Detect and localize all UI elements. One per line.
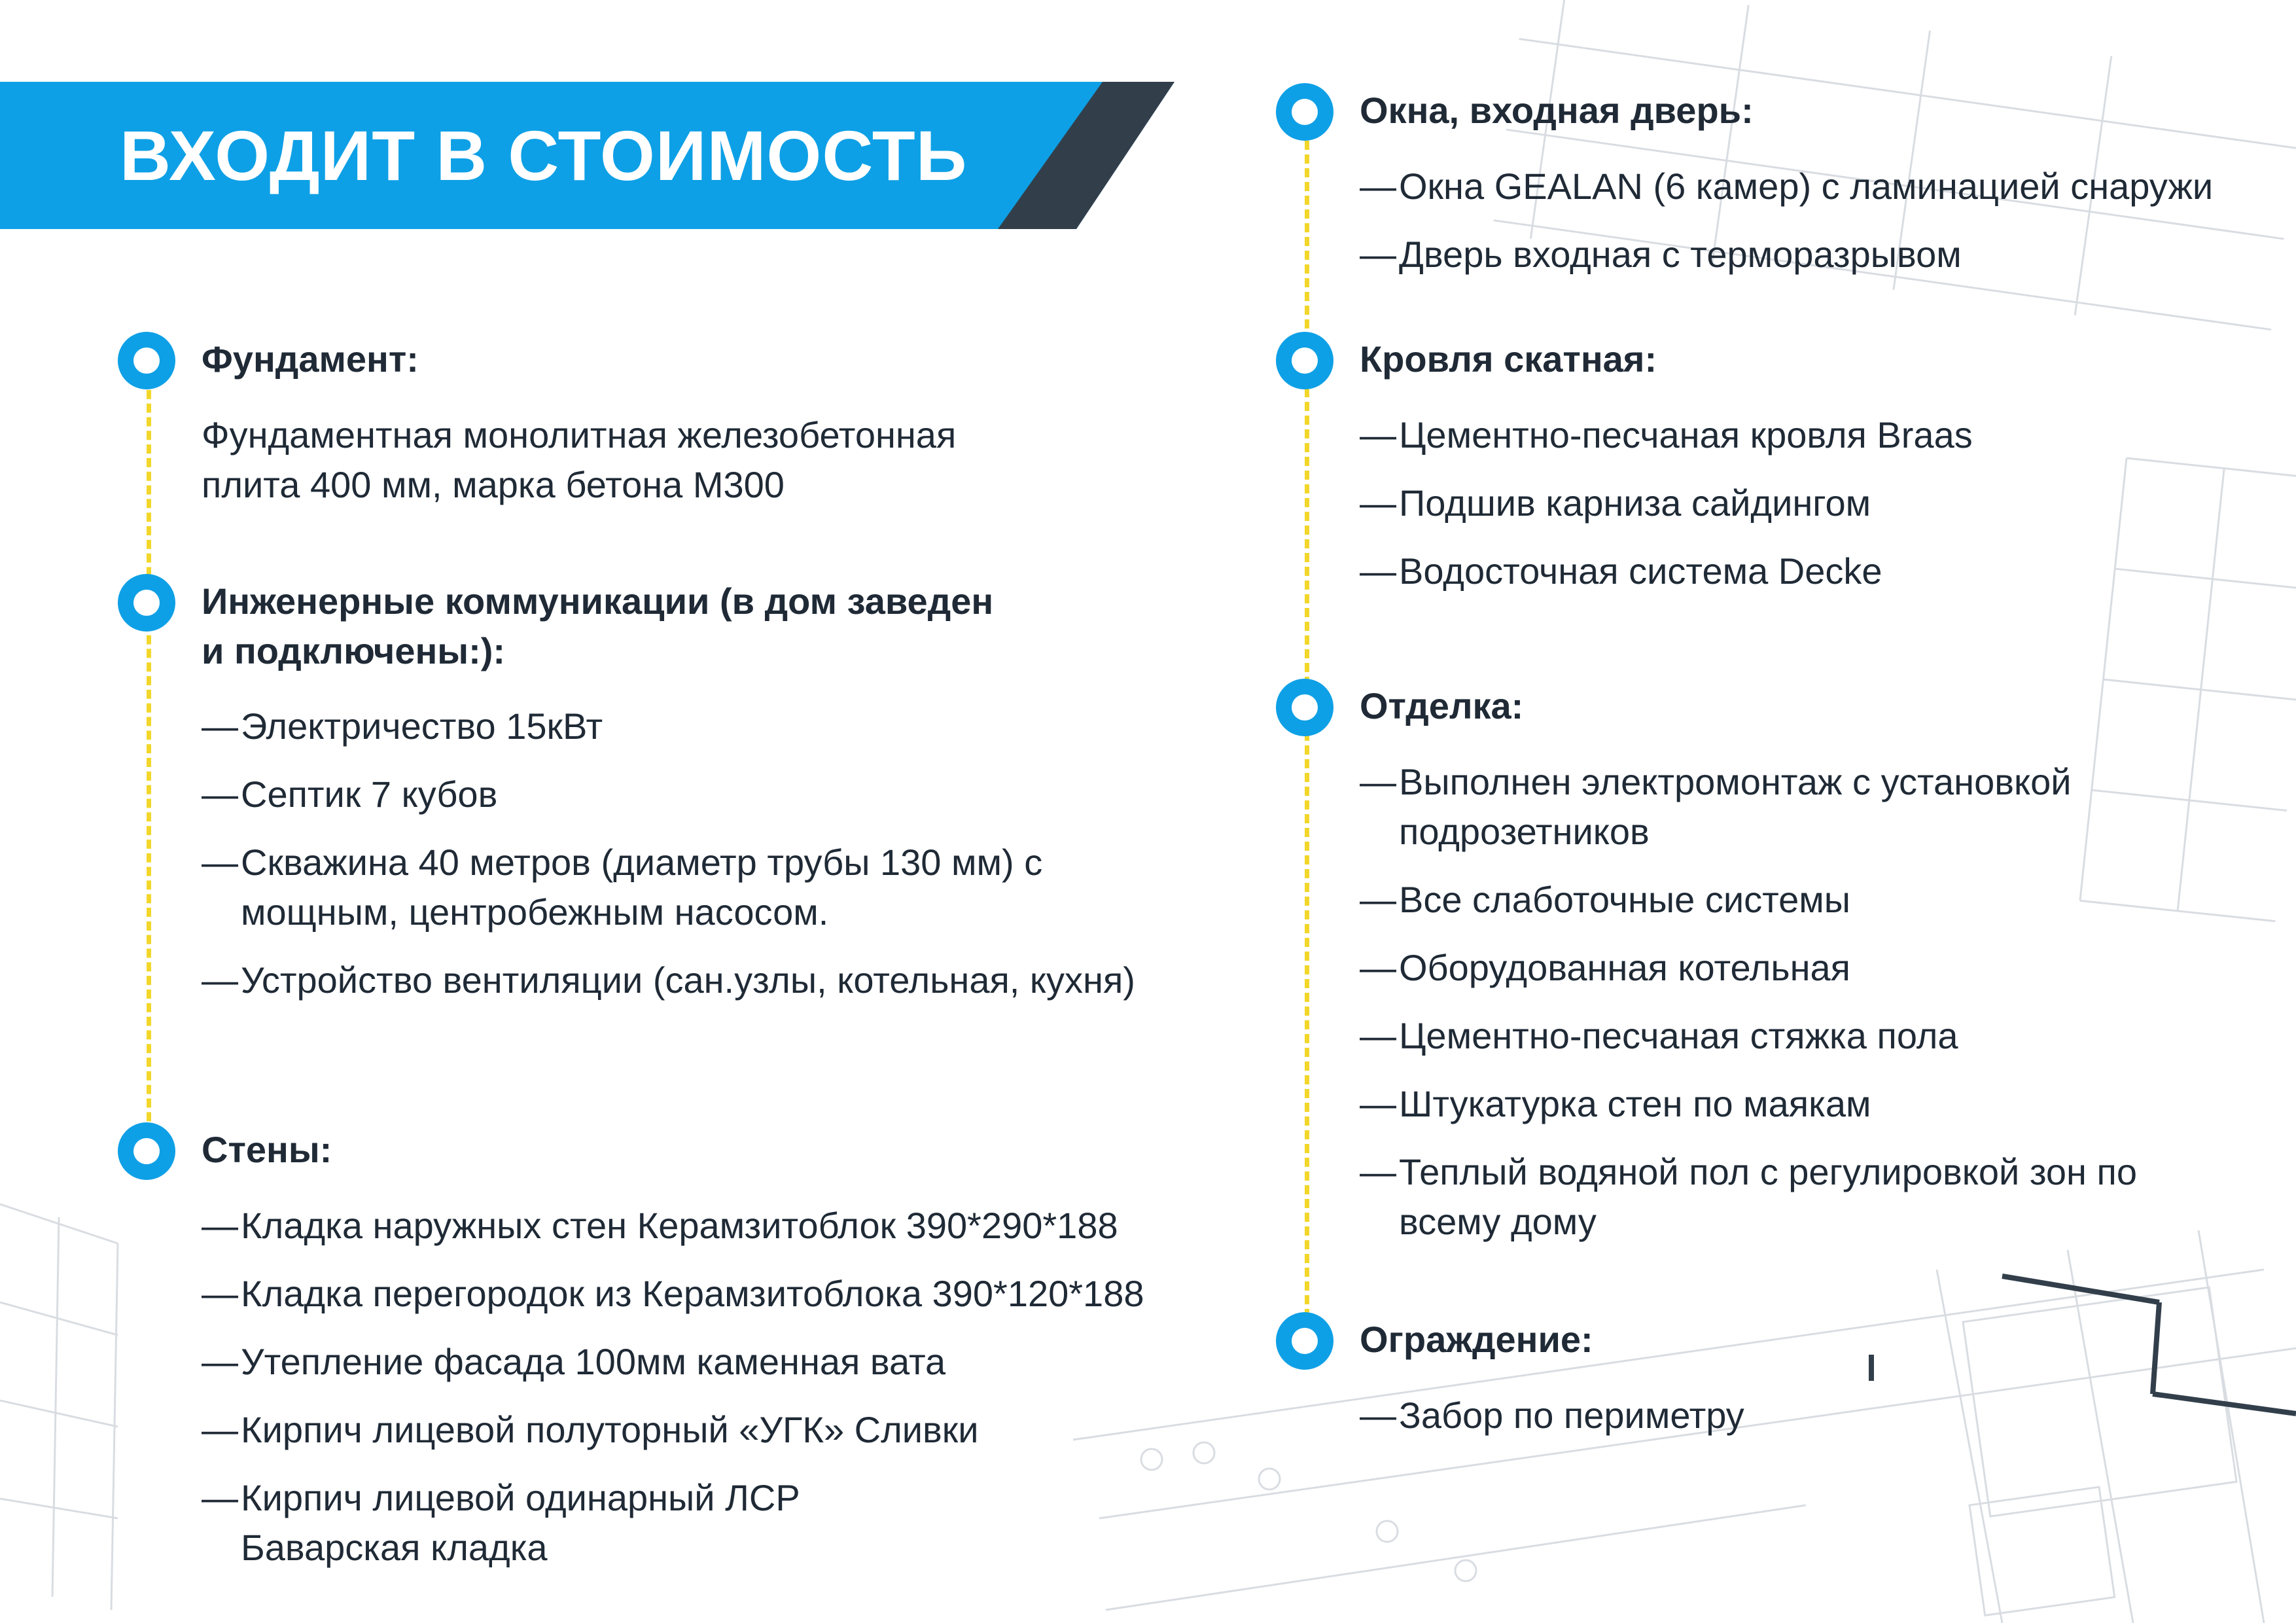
timeline-marker-icon (1276, 1312, 1333, 1370)
list-item: — Кладка перегородок из Керамзитоблока 390*120*188 (202, 1269, 1248, 1319)
list-item: — Кирпич лицевой полуторный «УГК» Сливки (202, 1405, 1248, 1455)
item-list (202, 1201, 1248, 1591)
section-text (202, 410, 1183, 510)
item-list (1360, 1391, 2296, 1459)
list-item: — Утепление фасада 100мм каменная вата (202, 1337, 1248, 1387)
list-item: — Теплый водяной пол с регулировкой зон по всему дому (1360, 1147, 2210, 1247)
text-line: Фундаментная монолитная железобетонная (202, 414, 957, 455)
list-item: — Электричество 15кВт (202, 702, 1144, 751)
list-item: — Подшив карниза сайдингом (1360, 478, 2296, 528)
text-line: плита 400 мм, марка бетона М300 (202, 464, 785, 505)
list-item: — Цементно-песчаная стяжка пола (1360, 1011, 2210, 1061)
list-item: — Кирпич лицевой одинарный ЛСР Баварская кладка (202, 1473, 869, 1573)
item-list (202, 702, 1144, 1024)
item-list (1360, 162, 2296, 298)
list-item: — Устройство вентиляции (сан.узлы, котельная, кухня) (202, 955, 1144, 1005)
section-title: Ограждение: (1360, 1319, 1593, 1360)
timeline-marker-icon (1276, 332, 1333, 389)
section-title: Стены: (202, 1129, 332, 1170)
list-item: — Водосточная система Decke (1360, 546, 2296, 596)
section-title: Кровля скатная: (1360, 338, 1657, 380)
list-item: — Выполнен электромонтаж с установкой подрозетников (1360, 757, 2210, 857)
list-item: — Дверь входная с терморазрывом (1360, 230, 2296, 279)
section-title (202, 577, 1183, 676)
list-item: — Цементно-песчаная кровля Braas (1360, 410, 2296, 460)
timeline-marker-icon (1276, 679, 1333, 736)
timeline-marker-icon (1276, 83, 1333, 141)
list-item: — Окна GEALAN (6 камер) с ламинацией снаружи (1360, 162, 2296, 211)
list-item: — Скважина 40 метров (диаметр трубы 130 мм) с мощным, центробежным насосом. (202, 838, 1144, 937)
header-banner (0, 82, 1174, 229)
timeline-dashes-left (147, 376, 151, 1149)
list-item: — Септик 7 кубов (202, 770, 1144, 819)
list-item: — Штукатурка стен по маякам (1360, 1079, 2210, 1129)
timeline-marker-icon (118, 574, 175, 632)
list-item: — Кладка наружных стен Керамзитоблок 390*290*188 (202, 1201, 1248, 1251)
timeline-marker-icon (118, 1122, 175, 1180)
section-title: Фундамент: (202, 338, 419, 380)
item-list (1360, 757, 2210, 1265)
list-item: — Забор по периметру (1360, 1391, 2296, 1440)
section-title: Отделка: (1360, 685, 1524, 726)
title-line: и подключены:): (202, 630, 506, 671)
timeline-dashes-right (1305, 141, 1309, 1332)
page-title: ВХОДИТ В СТОИМОСТЬ (120, 116, 968, 195)
section-title: Окна, входная дверь: (1360, 90, 1754, 131)
list-item: — Оборудованная котельная (1360, 943, 2210, 993)
item-list (1360, 410, 2296, 615)
title-line: Инженерные коммуникации (в дом заведен (202, 580, 994, 622)
list-item: — Все слаботочные системы (1360, 875, 2210, 925)
timeline-marker-icon (118, 332, 175, 389)
